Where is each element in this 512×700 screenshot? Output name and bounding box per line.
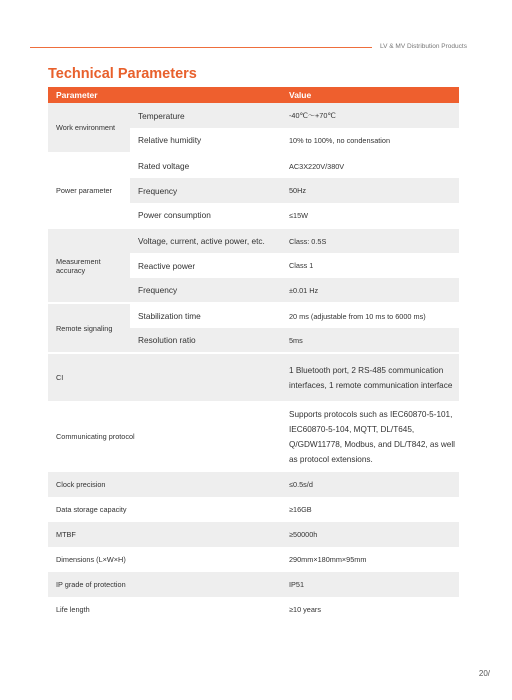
group-param-cell: Remote signaling — [48, 303, 130, 353]
param-cell: MTBF — [48, 522, 281, 547]
group-param-cell: Work environment — [48, 103, 130, 153]
sub-param-cell: Temperature — [130, 103, 281, 128]
sub-param-cell: Resolution ratio — [130, 328, 281, 353]
value-cell: ≥50000h — [281, 522, 459, 547]
value-cell: Class: 0.5S — [281, 228, 459, 253]
sub-param-cell: Frequency — [130, 278, 281, 303]
value-cell: ≤0.5s/d — [281, 472, 459, 497]
table-row — [48, 597, 459, 622]
page-title: Technical Parameters — [48, 66, 197, 82]
param-cell: IP grade of protection — [48, 572, 281, 597]
table-row — [48, 401, 459, 472]
group-param-cell: Power parameter — [48, 153, 130, 228]
table-row — [48, 497, 459, 522]
table-row — [48, 153, 459, 178]
table-row — [48, 572, 459, 597]
value-cell: IP51 — [281, 572, 459, 597]
value-cell: ±0.01 Hz — [281, 278, 459, 303]
header-rule — [30, 47, 372, 48]
value-cell: -40℃～+70℃ — [281, 103, 459, 128]
value-cell: 50Hz — [281, 178, 459, 203]
sub-param-cell: Voltage, current, active power, etc. — [130, 228, 281, 253]
value-cell: 10% to 100%, no condensation — [281, 128, 459, 153]
table-row — [48, 103, 459, 128]
column-header-parameter: Parameter — [48, 87, 281, 103]
value-cell: ≥10 years — [281, 597, 459, 622]
group-param-cell: Measurement accuracy — [48, 228, 130, 303]
table-row — [48, 472, 459, 497]
table-row — [48, 353, 459, 401]
value-cell: ≥16GB — [281, 497, 459, 522]
sub-param-cell: Stabilization time — [130, 303, 281, 328]
param-cell: Dimensions (L×W×H) — [48, 547, 281, 572]
param-cell: Clock precision — [48, 472, 281, 497]
value-cell: ≤15W — [281, 203, 459, 228]
column-header-value: Value — [281, 87, 459, 103]
value-cell: AC3X220V/380V — [281, 153, 459, 178]
param-cell: Data storage capacity — [48, 497, 281, 522]
table-header-row — [48, 87, 459, 103]
value-cell: 290mm×180mm×95mm — [281, 547, 459, 572]
sub-param-cell: Power consumption — [130, 203, 281, 228]
page-number: 20/ — [478, 669, 490, 678]
param-cell: Communicating protocol — [48, 401, 281, 472]
param-cell: CI — [48, 353, 281, 401]
value-cell: 1 Bluetooth port, 2 RS-485 communication interfaces, 1 remote communication interface — [281, 353, 459, 401]
value-cell: 5ms — [281, 328, 459, 353]
value-cell: 20 ms (adjustable from 10 ms to 6000 ms) — [281, 303, 459, 328]
sub-param-cell: Reactive power — [130, 253, 281, 278]
sub-param-cell: Rated voltage — [130, 153, 281, 178]
value-cell: Class 1 — [281, 253, 459, 278]
table-row — [48, 228, 459, 253]
parameters-table — [48, 87, 459, 622]
value-cell: Supports protocols such as IEC60870-5-101, IEC60870-5-104, MQTT, DL/T645, Q/GDW11778, Modbus, and DL/T842, as well as protocol extensions. — [281, 401, 459, 472]
param-cell: Life length — [48, 597, 281, 622]
table-row — [48, 303, 459, 328]
sub-param-cell: Frequency — [130, 178, 281, 203]
sub-param-cell: Relative humidity — [130, 128, 281, 153]
header-brand-text: LV & MV Distribution Products — [380, 43, 467, 50]
table-row — [48, 522, 459, 547]
table-row — [48, 547, 459, 572]
